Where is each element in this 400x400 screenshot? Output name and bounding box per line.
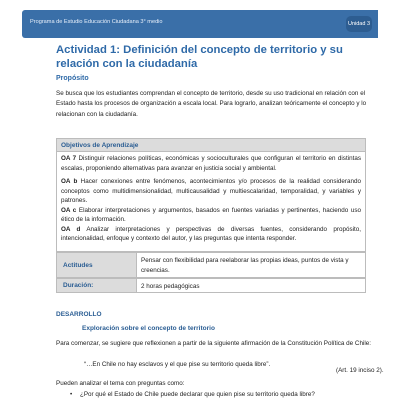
objectives-heading: Objetivos de Aprendizaje [61,142,139,149]
objective-code: OA d [61,225,81,233]
objective-text: Hacer conexiones entre fenómenos, acontecimientos y/o procesos de la realidad considerando conceptos como multidimensionalidad, multicausalidad y multiescalaridad, temporalidad, y variables y patrones. [61,178,362,204]
development-intro: Para comenzar, se sugiere que reflexionen a partir de la siguiente afirmación de la Constitución Política de Chile: [56,340,372,347]
attitudes-value: Pensar con flexibilidad para reelaborar las propias ideas, puntos de vista y creencias. [141,257,349,274]
objective-text: Elaborar interpretaciones y argumentos, basados en fuentes variadas y pertinentes, haciendo uso ético de la información. [61,206,361,223]
duration-value: 2 horas pedagógicas [141,283,200,290]
objectives-body [56,152,366,252]
attitudes-row [56,252,366,278]
objective-code: OA c [61,206,77,214]
attitudes-label-cell [57,253,137,277]
document-header-bar [22,10,378,38]
program-title: Programa de Estudio Educación Ciudadana 3° medio [30,19,163,25]
attitudes-label: Actitudes [63,262,93,269]
duration-label-cell [57,279,137,292]
objective-item [61,225,361,244]
unit-badge: Unidad 3 [346,16,372,32]
objective-code: OA 7 [61,155,77,162]
duration-label: Duración: [63,282,94,289]
objectives-header [56,138,366,152]
development-heading: DESARROLLO [56,311,102,318]
activity-title: Actividad 1: Definición del concepto de territorio y su relación con la ciudadanía [56,44,343,70]
purpose-text: Se busca que los estudiantes comprendan el concepto de territorio, desde su uso tradicional en relación con el Estado hasta los procesos de organización a escala local. Para lograrlo, analizan teóricamente el concepto y lo relacionan con la ciudadanía. [56,90,367,118]
quote-citation: (Art. 19 inciso 2). [336,367,384,374]
objective-code: OA b [61,178,78,185]
objective-item [61,154,361,173]
question-bullet: ¿Por qué el Estado de Chile puede declarar que quien pise su territorio queda libre? [80,391,315,398]
objective-text: Analizar interpretaciones y perspectivas de diversas fuentes, considerando propósito, intencionalidad, enfoque y contexto del autor, y las preguntas que intenta responder. [61,225,362,242]
constitution-quote: “…En Chile no hay esclavos y el que pise su territorio queda libre”. [84,361,271,368]
development-subheading: Exploración sobre el concepto de territorio [82,325,215,332]
questions-lead: Pueden analizar el tema con preguntas como: [56,380,185,387]
objective-item [61,177,361,206]
purpose-heading: Propósito [56,75,89,82]
duration-row [56,278,366,293]
objective-item [61,206,361,225]
bullet-icon: • [70,391,73,398]
objective-text: Distinguir relaciones políticas, económicas y socioculturales que configuran el territorio en distintas escalas, proponiendo alternativas para avanzar en justicia social y ambiental. [61,155,361,172]
